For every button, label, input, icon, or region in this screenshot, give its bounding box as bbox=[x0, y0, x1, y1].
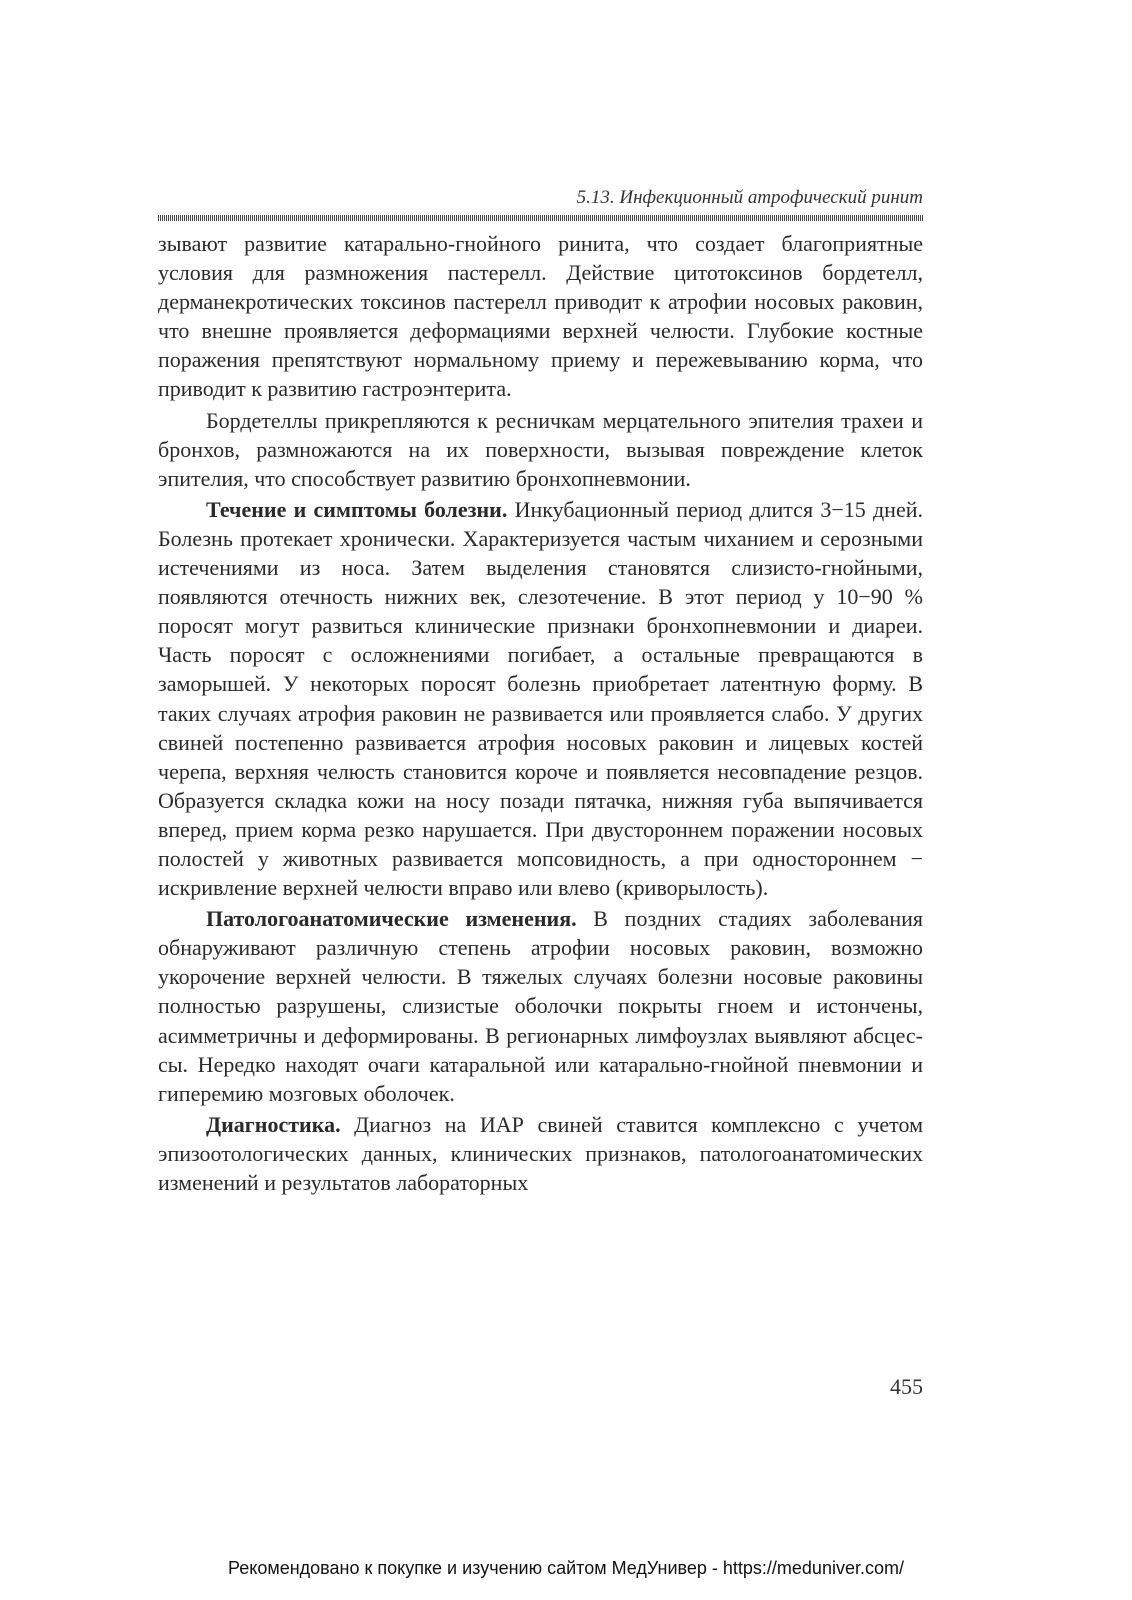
paragraph-body: В поздних стадиях заболевания обнаруживают различную степень атрофии носовых раковин, возможно укорочение верхней челюсти. В тяжелых случаях болезни носовые раковины полностью разрушены, слизистые оболочки покрыты гноем и истончены, асимметричны и деформированы. В регионарных лимфоузлах выявляют абсцессы. Нередко находят очаги катаральной или катарально-гнойной пневмонии и гиперемию мозговых оболочек. bbox=[158, 906, 924, 1106]
section-heading-diagnostics: Диагностика. bbox=[206, 1111, 341, 1137]
paragraph-body: Бордетеллы прикрепляются к ресничкам мерцательного эпителия трахеи и бронхов, размножаются на их поверхности, вызывая повреждение клеток эпителия, что способствует развитию бронхопневмонии. bbox=[158, 407, 923, 491]
section-heading-course-symptoms: Течение и симптомы болезни. bbox=[206, 496, 508, 522]
running-head-title: 5.13. Инфекционный атрофический ринит bbox=[576, 187, 923, 208]
paragraph-diagnostics bbox=[158, 1110, 923, 1197]
paragraph-body: Инкубационный период длится 3−15 дней. Болезнь протекает хронически. Характеризуется частым чиханием и серозными истечениями из носа. Затем выделения становятся слизисто-гнойными, появляются отечность нижних век, слезотечение. В этот период у 10−90 % поросят могут развиться клинические признаки бронхопневмонии и диареи. Часть поросят с осложнениями погибает, а остальные превращаются в заморышей. У некоторых поросят болезнь приобретает латентную форму. В таких случаях атрофия раковин не развивается или проявляется слабо. У других свиней постепенно развивается атрофия носовых раковин и лицевых костей черепа, верхняя челюсть становится короче и появляется несовпадение резцов. Образуется складка кожи на носу позади пятачка, нижняя губа выпячивается вперед, прием корма резко нарушается. При двустороннем поражении носовых полостей у животных развивается мопсовидность, а при одностороннем − искривление верхней челюсти вправо или влево (криворылость). bbox=[158, 496, 923, 901]
section-heading-pathology: Патологоанатомические изменения. bbox=[206, 906, 577, 932]
footer-recommendation-note: Рекомендовано к покупке и изучению сайтом МедУнивер - https://meduniver.com/ bbox=[228, 1558, 904, 1578]
paragraph-body: Диагноз на ИАР свиней ставится комплексно с учетом эпизоотологических данных, клинических признаков, патологоанатомических изменений и результатов лабораторных bbox=[158, 1111, 923, 1195]
paragraph-course-symptoms bbox=[158, 495, 923, 902]
page-body-text bbox=[158, 229, 923, 1197]
page-number: 455 bbox=[890, 1374, 923, 1399]
paragraph-body: зывают развитие катарально-гнойного ринита, что создает благоприятные условия для размножения пастерелл. Действие цитотоксинов бордетелл, дерманекротических токсинов пастерелл приводит к атрофии носовых раковин, что внешне проявляется деформациями верхней челюсти. Глубокие костные поражения препятствуют нормальному приему и пережевыванию корма, что приводит к развитию гастроэнтерита. bbox=[158, 231, 923, 402]
paragraph-pathology bbox=[158, 904, 923, 1108]
paragraph-continuation bbox=[158, 229, 923, 404]
paragraph-bordetella bbox=[158, 406, 923, 493]
header-rule bbox=[158, 215, 923, 221]
